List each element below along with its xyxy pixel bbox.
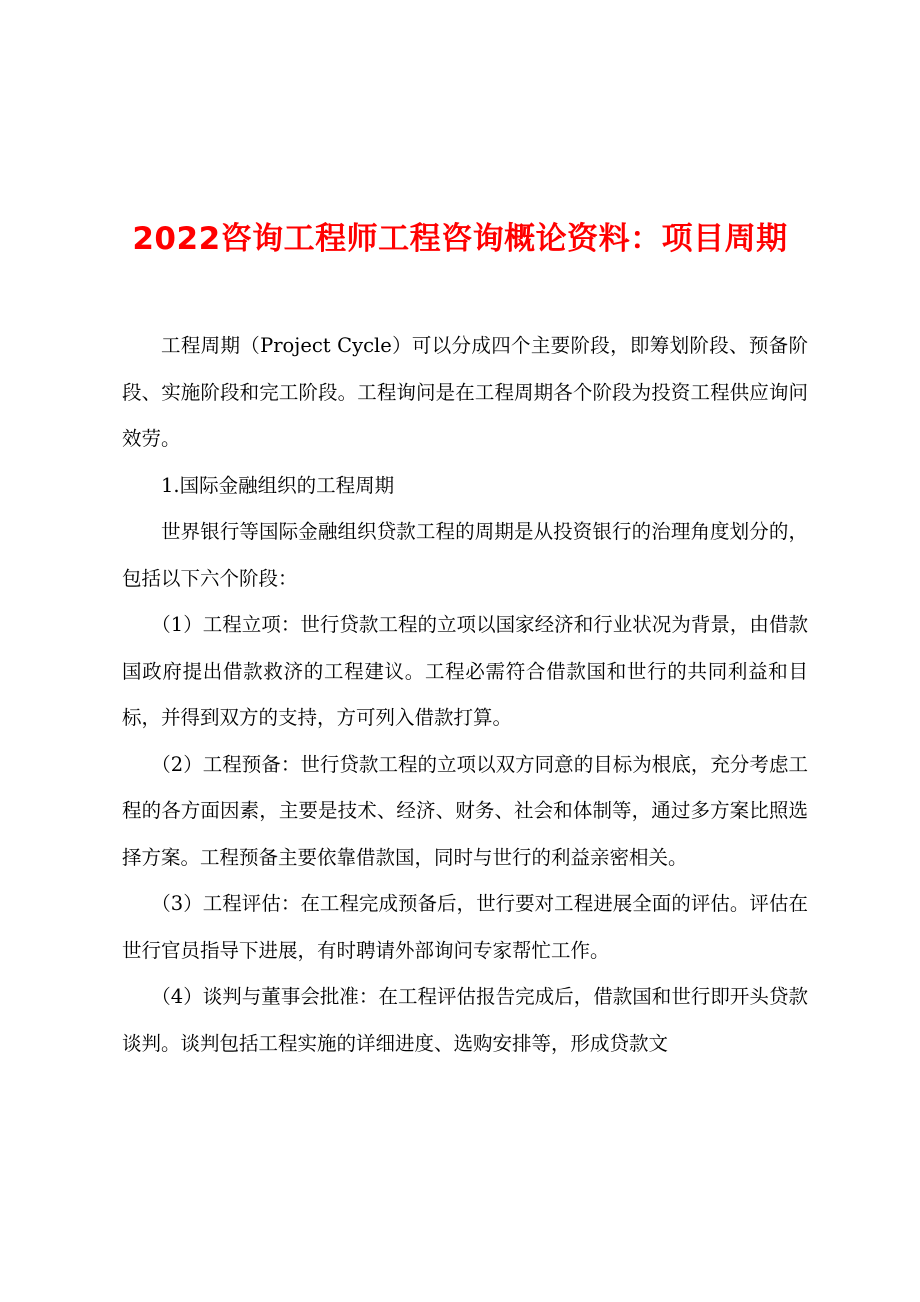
paragraph-world-bank: 世界银行等国际金融组织贷款工程的周期是从投资银行的治理角度划分的，包括以下六个阶段： <box>122 520 808 590</box>
paragraph-stage-4: （4）谈判与董事会批准：在工程评估报告完成后，借款国和世行即开头贷款谈判。谈判包括工程实施的详细进度、选购安排等，形成贷款文 <box>122 985 808 1055</box>
paragraph-intro: 工程周期（Project Cycle）可以分成四个主要阶段，即筹划阶段、预备阶段、实施阶段和完工阶段。工程询问是在工程周期各个阶段为投资工程供应询问效劳。 <box>122 334 808 450</box>
paragraph-stage-1: （1）工程立项：世行贷款工程的立项以国家经济和行业状况为背景，由借款国政府提出借款救济的工程建议。工程必需符合借款国和世行的共同利益和目标，并得到双方的支持，方可列入借款打算。 <box>122 613 808 729</box>
document-body <box>122 323 808 1067</box>
section-heading-international-finance: 1.国际金融组织的工程周期 <box>161 473 395 497</box>
paragraph-stage-2: （2）工程预备：世行贷款工程的立项以双方同意的目标为根底，充分考虑工程的各方面因素，主要是技术、经济、财务、社会和体制等，通过多方案比照选择方案。工程预备主要依靠借款国，同时与世行的利益亲密相关。 <box>122 752 808 869</box>
document-title: 2022咨询工程师工程咨询概论资料：项目周期 <box>132 220 788 257</box>
paragraph-stage-3: （3）工程评估：在工程完成预备后，世行要对工程进展全面的评估。评估在世行官员指导下进展，有时聘请外部询问专家帮忙工作。 <box>122 892 808 962</box>
